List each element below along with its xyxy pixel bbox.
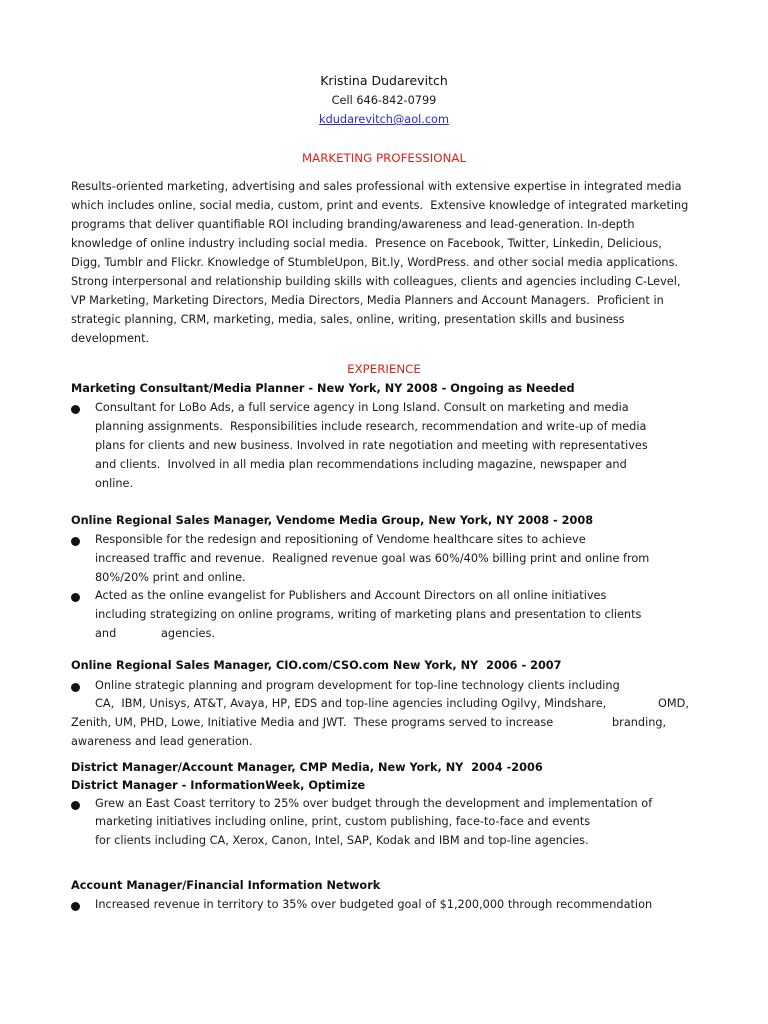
bullet-line: awareness and lead generation. [71,735,253,748]
experience-heading: EXPERIENCE [347,362,421,376]
bullet-line: OMD, [658,697,689,710]
bullet-icon [71,405,80,414]
bullet-line: and [95,627,117,640]
candidate-name: Kristina Dudarevitch [320,73,448,88]
summary-line: Results-oriented marketing, advertising and sales professional with extensive expertise in integrated media [71,180,682,193]
bullet-line: including strategizing on online programs, writing of marketing plans and presentation to clients [95,608,642,621]
job-title: Marketing Consultant/Media Planner - New York, NY 2008 - Ongoing as Needed [71,382,575,395]
bullet-line: increased traffic and revenue. Realigned revenue goal was 60%/40% billing print and online from [95,552,650,565]
summary-line: VP Marketing, Marketing Directors, Media Directors, Media Planners and Account Managers. Proficient in [71,294,664,307]
summary-line: programs that deliver quantifiable ROI including branding/awareness and lead-generation. In-depth [71,218,635,231]
bullet-icon [71,801,80,810]
summary-line: which includes online, social media, custom, print and events. Extensive knowledge of integrated marketing [71,199,689,212]
bullet-icon [71,902,80,911]
bullet-line: Consultant for LoBo Ads, a full service agency in Long Island. Consult on marketing and media [95,401,629,414]
bullet-icon [71,593,80,602]
bullet-line: Zenith, UM, PHD, Lowe, Initiative Media and JWT. These programs served to increase [71,716,554,729]
bullet-line: agencies. [161,627,215,640]
bullet-line: Grew an East Coast territory to 25% over budget through the development and implementation of [95,797,653,810]
job-title: Account Manager/Financial Information Network [71,879,381,892]
headline: MARKETING PROFESSIONAL [301,151,467,165]
email-row [0,113,768,127]
bullet-line: Acted as the online evangelist for Publishers and Account Directors on all online initiatives [95,589,607,602]
summary-line: Strong interpersonal and relationship building skills with colleagues, clients and agencies including C-Level, [71,275,681,288]
bullet-line: Increased revenue in territory to 35% over budgeted goal of $1,200,000 through recommendation [95,898,653,911]
bullet-line: CA, IBM, Unisys, AT&T, Avaya, HP, EDS and top-line agencies including Ogilvy, Mindshare, [95,697,607,710]
bullet-line: for clients including CA, Xerox, Canon, Intel, SAP, Kodak and IBM and top-line agencies. [95,834,589,847]
bullet-icon [71,683,80,692]
bullet-line: Online strategic planning and program development for top-line technology clients including [95,679,620,692]
job-subtitle: District Manager - InformationWeek, Optimize [71,779,366,792]
bullet-icon [71,537,80,546]
bullet-line: and clients. Involved in all media plan recommendations including magazine, newspaper and [95,458,627,471]
job-title: Online Regional Sales Manager, CIO.com/CSO.com New York, NY 2006 - 2007 [71,659,562,672]
email-link[interactable]: kdudarevitch@aol.com [319,113,449,126]
bullet-line: marketing initiatives including online, print, custom publishing, face-to-face and events [95,815,591,828]
bullet-line: branding, [612,716,667,729]
bullet-line: online. [95,477,134,490]
job-title: Online Regional Sales Manager, Vendome Media Group, New York, NY 2008 - 2008 [71,514,594,527]
bullet-line: planning assignments. Responsibilities include research, recommendation and write-up of media [95,420,647,433]
job-title: District Manager/Account Manager, CMP Media, New York, NY 2004 -2006 [71,761,543,774]
summary-line: Digg, Tumblr and Flickr. Knowledge of StumbleUpon, Bit.ly, WordPress. and other social media applications. [71,256,679,269]
summary-line: strategic planning, CRM, marketing, media, sales, online, writing, presentation skills and business [71,313,625,326]
summary-line: knowledge of online industry including social media. Presence on Facebook, Twitter, Linkedin, Delicious, [71,237,662,250]
bullet-line: plans for clients and new business. Involved in rate negotiation and meeting with representatives [95,439,648,452]
bullet-line: 80%/20% print and online. [95,571,246,584]
summary-line: development. [71,332,150,345]
bullet-line: Responsible for the redesign and repositioning of Vendome healthcare sites to achieve [95,533,586,546]
phone-number: Cell 646-842-0799 [331,94,437,107]
